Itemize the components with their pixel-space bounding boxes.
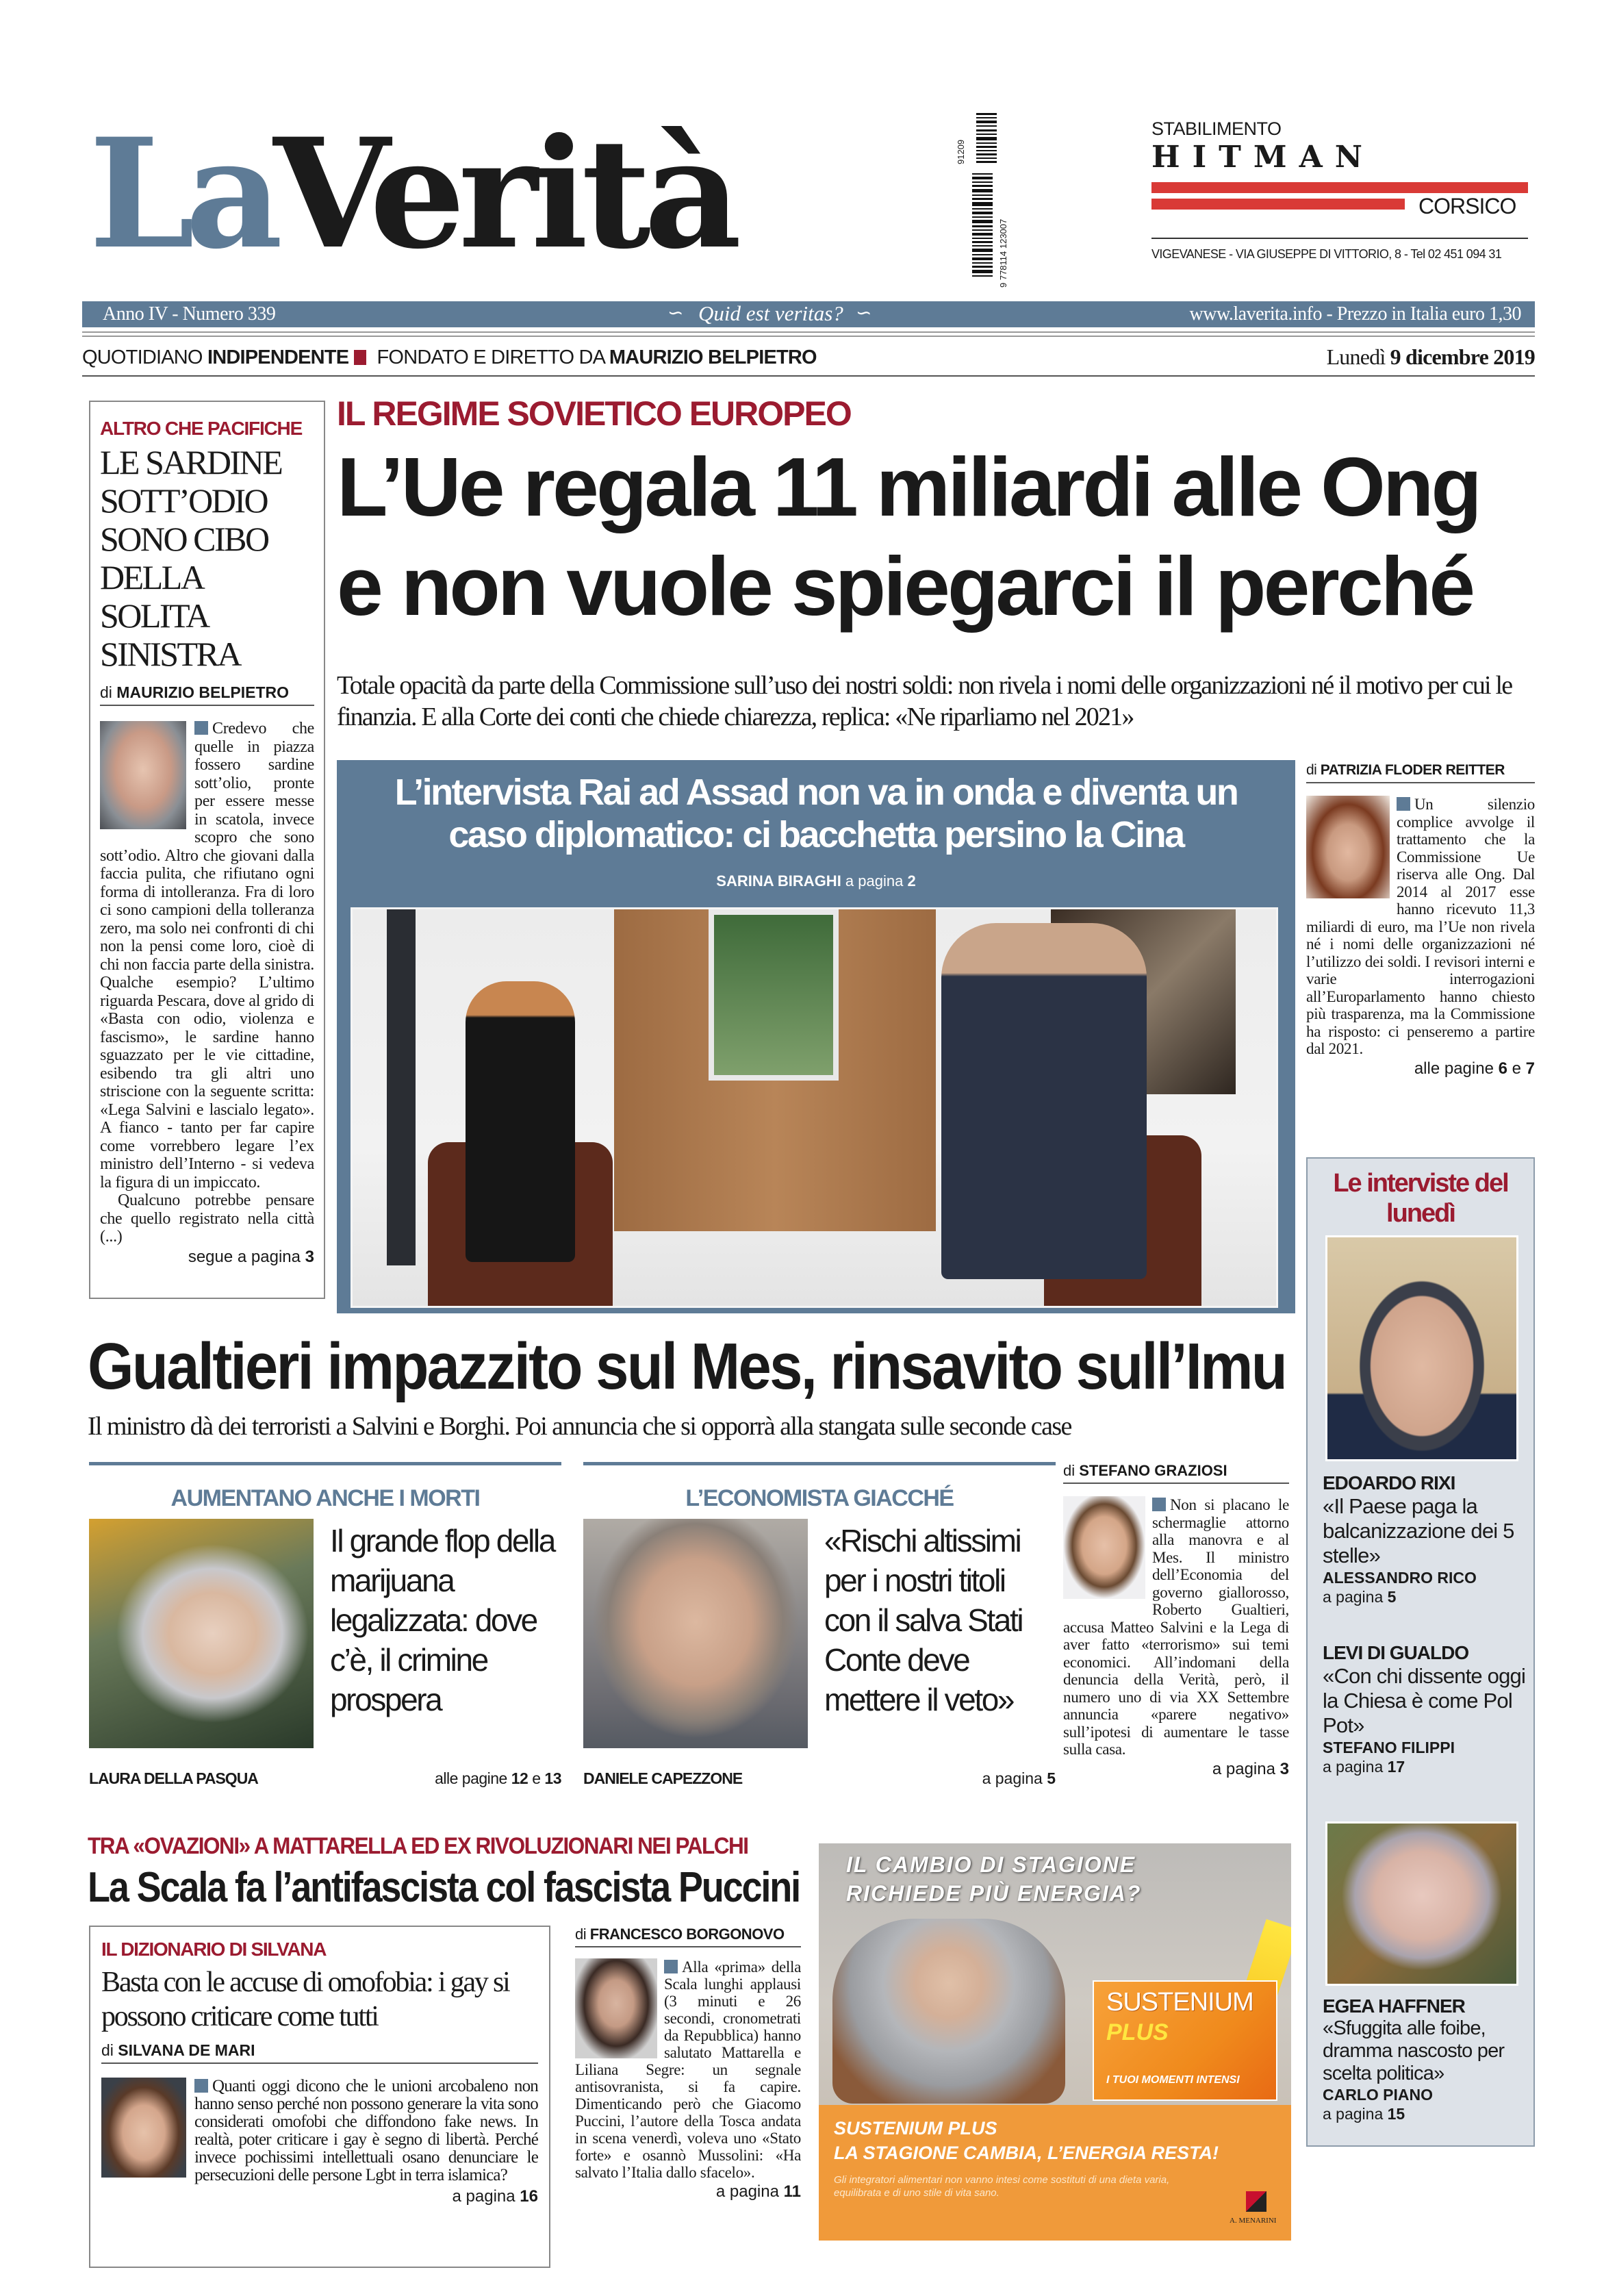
giacche-photo	[583, 1519, 808, 1748]
marijuana-ref[interactable]: alle pagine 12 e 13	[435, 1769, 561, 1787]
ad-brand: HITMAN	[1151, 140, 1375, 175]
giacche-author[interactable]: DANIELE CAPEZZONE	[583, 1769, 743, 1787]
gualtieri-subhead: Il ministro dà dei terroristi a Salvini e Borghi. Poi annuncia che si opporrà alla stangata sulle seconde case	[88, 1412, 1071, 1441]
motto: Quid est veritas?	[698, 301, 843, 325]
ong-article[interactable]	[1306, 761, 1535, 1078]
editorial-ref[interactable]: segue a pagina 3	[188, 1247, 314, 1266]
sustenium-advert[interactable]	[819, 1843, 1291, 2241]
logo-la: La	[89, 116, 274, 274]
gualtieri-subhead-wrap	[88, 1411, 1293, 1443]
rule-double	[82, 331, 1535, 337]
assad-interview-photo	[351, 907, 1278, 1308]
mes-ref[interactable]: a pagina 3	[1212, 1759, 1289, 1778]
ad-headline-1: IL CAMBIO DI STAGIONE	[846, 1852, 1136, 1877]
ong-ref[interactable]: alle pagine 6 e 7	[1414, 1059, 1535, 1078]
silvana-box[interactable]	[89, 1926, 550, 2268]
ong-byline: di PATRIZIA FLODER REITTER	[1306, 761, 1535, 783]
ad-divider	[1151, 238, 1528, 239]
lead-subhead: Totale opacità da parte della Commissione sull’uso dei nostri soldi: non rivela i nomi delle organizzazioni né il motivo per cui le finanzia. E alla Corte dei conti che chiede chiarezza, replica: «Ne riparliamo nel 2021»	[337, 671, 1512, 731]
scala-kicker-wrap	[88, 1832, 806, 1861]
photo-interviewer	[466, 981, 575, 1262]
gualtieri-headline-wrap	[88, 1330, 1293, 1405]
giacche-article[interactable]	[583, 1462, 1056, 1791]
bullet-square-icon	[664, 1960, 678, 1973]
silvana-author-photo	[101, 2078, 186, 2178]
photo-interviewee	[941, 923, 1147, 1279]
masthead-bottom-rule	[82, 375, 1535, 377]
scala-author-photo	[575, 1958, 657, 2058]
editorial-box[interactable]	[89, 401, 325, 1299]
interview-item[interactable]: EDOARDO RIXI «Il Paese paga la balcanizzazione dei 5 stelle» ALESSANDRO RICO a pagina 5	[1323, 1472, 1514, 1606]
barcode	[965, 112, 997, 286]
scala-byline: di FRANCESCO BORGONOVO	[575, 1926, 801, 1947]
assad-box[interactable]	[337, 760, 1295, 1313]
scala-headline[interactable]: La Scala fa l’antifascista col fascista Puccini	[88, 1864, 800, 1911]
motto-ornament-left: ∽	[667, 303, 684, 324]
marijuana-author[interactable]: LAURA DELLA PASQUA	[89, 1769, 258, 1787]
giacche-headline: «Rischi altissimi per i nostri titoli con il salva Stati Conte deve mettere il veto»	[824, 1523, 1023, 1717]
issue-number: Anno IV - Numero 339	[103, 303, 276, 325]
silvana-ref[interactable]: a pagina 16	[452, 2187, 538, 2206]
assad-byline: SARINA BIRAGHI a pagina 2	[716, 872, 916, 890]
silvana-kicker: IL DIZIONARIO DI SILVANA	[101, 1939, 327, 1960]
silvana-headline[interactable]: Basta con le accuse di omofobia: i gay si possono criticare come tutti	[101, 1967, 509, 2032]
ad-maker: A. MENARINI	[1230, 2217, 1277, 2225]
giacche-kicker: L’ECONOMISTA GIACCHÉ	[685, 1485, 954, 1511]
mes-body: Non si placano le schermaglie attorno alla manovra e al Mes. Il ministro dell’Economia del governo giallorosso, Roberto Gualtieri, accusa Matteo Salvini e la Lega di aver fatto «terrorismo» sui temi economici. All’indomani della denuncia della Verità, però, il numero uno di via XX Settembre annuncia «parere negativo» sull’ipotesi di aumentare le tasse sulla casa.	[1063, 1496, 1289, 1758]
interviews-title: Le interviste del lunedì	[1333, 1169, 1508, 1228]
tagline: QUOTIDIANO INDIPENDENTE FONDATO E DIRETTO DA MAURIZIO BELPIETRO	[82, 346, 817, 368]
ad-address: VIGEVANESE - VIA GIUSEPPE DI VITTORIO, 8 - Tel 02 451 094 31	[1151, 247, 1502, 261]
editorial-kicker: ALTRO CHE PACIFICHE	[100, 418, 303, 439]
bullet-square-icon	[194, 721, 208, 735]
editorial-body-2: Qualcuno potrebbe pensare che quello registrato nella città (...)	[100, 1191, 314, 1246]
lead-headline-1-wrap	[337, 442, 1535, 534]
marijuana-photo	[89, 1519, 314, 1748]
bullet-square-icon	[1152, 1498, 1166, 1511]
hitman-ad[interactable]	[1151, 118, 1535, 269]
date: Lunedì 9 dicembre 2019	[1326, 344, 1535, 369]
rixi-photo	[1325, 1235, 1518, 1461]
interview-item[interactable]: EGEA HAFFNER «Sfuggita alle foibe, dramma nascosto per scelta politica» CARLO PIANO a pagina 15	[1323, 1995, 1505, 2123]
editorial-byline: di MAURIZIO BELPIETRO	[100, 683, 314, 706]
marijuana-headline: Il grande flop della marijuana legalizzata: dove c’è, il crimine prospera	[330, 1523, 555, 1717]
website-price[interactable]: www.laverita.info - Prezzo in Italia euro 1,30	[1189, 303, 1521, 325]
giacche-ref[interactable]: a pagina 5	[982, 1769, 1056, 1787]
lead-kicker: IL REGIME SOVIETICO EUROPEO	[337, 394, 851, 433]
ad-claim-2: LA STAGIONE CAMBIA, L’ENERGIA RESTA!	[834, 2143, 1219, 2163]
masthead	[0, 0, 1617, 383]
photo-pillar	[387, 909, 416, 1265]
scala-kicker: TRA «OVAZIONI» A MATTARELLA ED EX RIVOLUZIONARI NEI PALCHI	[88, 1833, 748, 1859]
ad-product-name: SUSTENIUM	[1106, 1988, 1253, 2017]
lead-headline-1[interactable]: L’Ue regala 11 miliardi alle Ong	[337, 442, 1479, 533]
ad-product-box	[1093, 1980, 1277, 2101]
photo-window	[709, 909, 839, 1081]
motto-ornament-right: ∽	[856, 303, 872, 324]
haffner-photo	[1325, 1821, 1518, 1986]
bullet-square-icon	[1397, 797, 1410, 811]
silvana-body: Quanti oggi dicono che le unioni arcobaleno non hanno senso perché non possono generare la vita sono considerati omofobi che diffondono fake news. In realtà, poter criticare i gay è segno di libertà. Perché invece pochissimi intellettuali osano denunciare le persecuzioni delle persone Lgbt in terra islamica?	[194, 2077, 538, 2184]
mes-author-photo	[1063, 1496, 1145, 1599]
ad-disclaimer: Gli integratori alimentari non vanno intesi come sostituti di una dieta varia, equilibrata e di uno stile di vita sano.	[834, 2174, 1170, 2199]
ad-city: CORSICO	[1418, 194, 1516, 218]
scala-body: Alla «prima» della Scala lunghi applausi (3 minuti e 26 secondi, cronometrati da Repubblica) hanno salutato Mattarella e Liliana Segre: un segnale antisovranista, si fa capire. Dimenticando però che Giacomo Puccini, l’autore della Tosca andata in scena venerdì, voleva uno «Stato forte» e osannò Mussolini: «Ha salvato l’Italia dallo sfacelo».	[575, 1958, 801, 2181]
tagline-square	[354, 350, 366, 365]
ad-red-bar-bottom	[1151, 199, 1405, 210]
lead-kicker-wrap	[337, 394, 1021, 435]
barcode-number-bottom: 9 778114 123007	[998, 218, 1008, 288]
ad-product-plus: PLUS	[1106, 2019, 1169, 2045]
lead-headline-2[interactable]: e non vuole spiegarci il perché	[337, 540, 1473, 633]
bullet-square-icon	[194, 2079, 208, 2093]
assad-headline[interactable]: L’intervista Rai ad Assad non va in onda e diventa un caso diplomatico: ci bacchetta persino la Cina	[394, 772, 1238, 855]
marijuana-kicker: AUMENTANO ANCHE I MORTI	[170, 1485, 480, 1511]
ong-body: Un silenzio complice avvolge il trattamento che la Commissione Ue riserva alle Ong. Dal 2014 al 2017 esse hanno ricevuto 11,3 miliardi di euro, ma l’Ue non rivela né i nomi delle organizzazioni né l’utilizzo dei soldi. I revisori interni e varie interrogazioni all’Europarlamento hanno chiesto più trasparenza, ma la Commissione ha risposto: ci penseremo a partire dal 2021.	[1306, 796, 1535, 1057]
editorial-body: Credevo che quelle in piazza fossero sardine sott’olio, pronte per essere messe in scatola, invece scopro che sono sott’odio. Altro che giovani dalla faccia pulita, che rifiutano ogni forma di intolleranza. Fra di loro ci sono campioni della tolleranza zero, ma solo nei confronti di chi non la pensi come loro, cioè di chi non faccia parte della sinistra. Qualche esempio? L’ultimo riguarda Pescara, dove al grido di «Basta con odio, violenza e fascismo», le sardine hanno sguazzato per le vie cittadine, esibendo tra gli altri uno striscione con la seguente scritta: «Lega Salvini e lascialo legato». A fianco - tanto per far capire come vorrebbero legare l’ex ministro dell’Interno - si vedeva la figura di un impiccato.	[100, 720, 314, 1191]
editorial-author-photo	[100, 721, 186, 829]
section-rule	[89, 1462, 561, 1465]
barcode-number-top: 91209	[956, 139, 966, 164]
ad-red-bar-top	[1151, 182, 1528, 193]
interview-item[interactable]: LEVI DI GUALDO «Con chi dissente oggi la Chiesa è come Pol Pot» STEFANO FILIPPI a pagina 17	[1323, 1642, 1526, 1776]
issue-bar	[82, 301, 1535, 327]
ad-headline-2: RICHIEDE PIÙ ENERGIA?	[846, 1881, 1142, 1906]
section-rule	[583, 1462, 1056, 1465]
menarini-logo-icon	[1246, 2191, 1266, 2212]
mes-article[interactable]	[1063, 1462, 1289, 1779]
logo-verita: Verità	[273, 116, 735, 274]
gualtieri-headline[interactable]: Gualtieri impazzito sul Mes, rinsavito sull’Imu	[88, 1330, 1286, 1403]
editorial-headline[interactable]: LE SARDINE SOTT’ODIO SONO CIBO DELLA SOLITA SINISTRA	[100, 443, 282, 673]
ad-woman-figure	[832, 1919, 1065, 2104]
scala-ref[interactable]: a pagina 11	[715, 2182, 801, 2201]
barcode-graphic	[965, 112, 997, 286]
ad-stabilimento: STABILIMENTO	[1151, 118, 1282, 139]
ad-box-tag: I TUOI MOMENTI INTENSI	[1106, 2074, 1240, 2086]
interviews-panel	[1306, 1157, 1535, 2147]
lead-headline-2-wrap	[337, 540, 1535, 635]
ad-claim-1: SUSTENIUM PLUS	[834, 2118, 997, 2139]
mes-byline: di STEFANO GRAZIOSI	[1063, 1462, 1289, 1484]
marijuana-article[interactable]	[89, 1462, 561, 1791]
scala-headline-wrap	[88, 1863, 813, 1915]
ong-author-photo	[1306, 796, 1390, 898]
newspaper-logo[interactable]	[89, 116, 863, 274]
silvana-byline: di SILVANA DE MARI	[101, 2041, 538, 2064]
scala-article[interactable]	[575, 1926, 801, 2202]
